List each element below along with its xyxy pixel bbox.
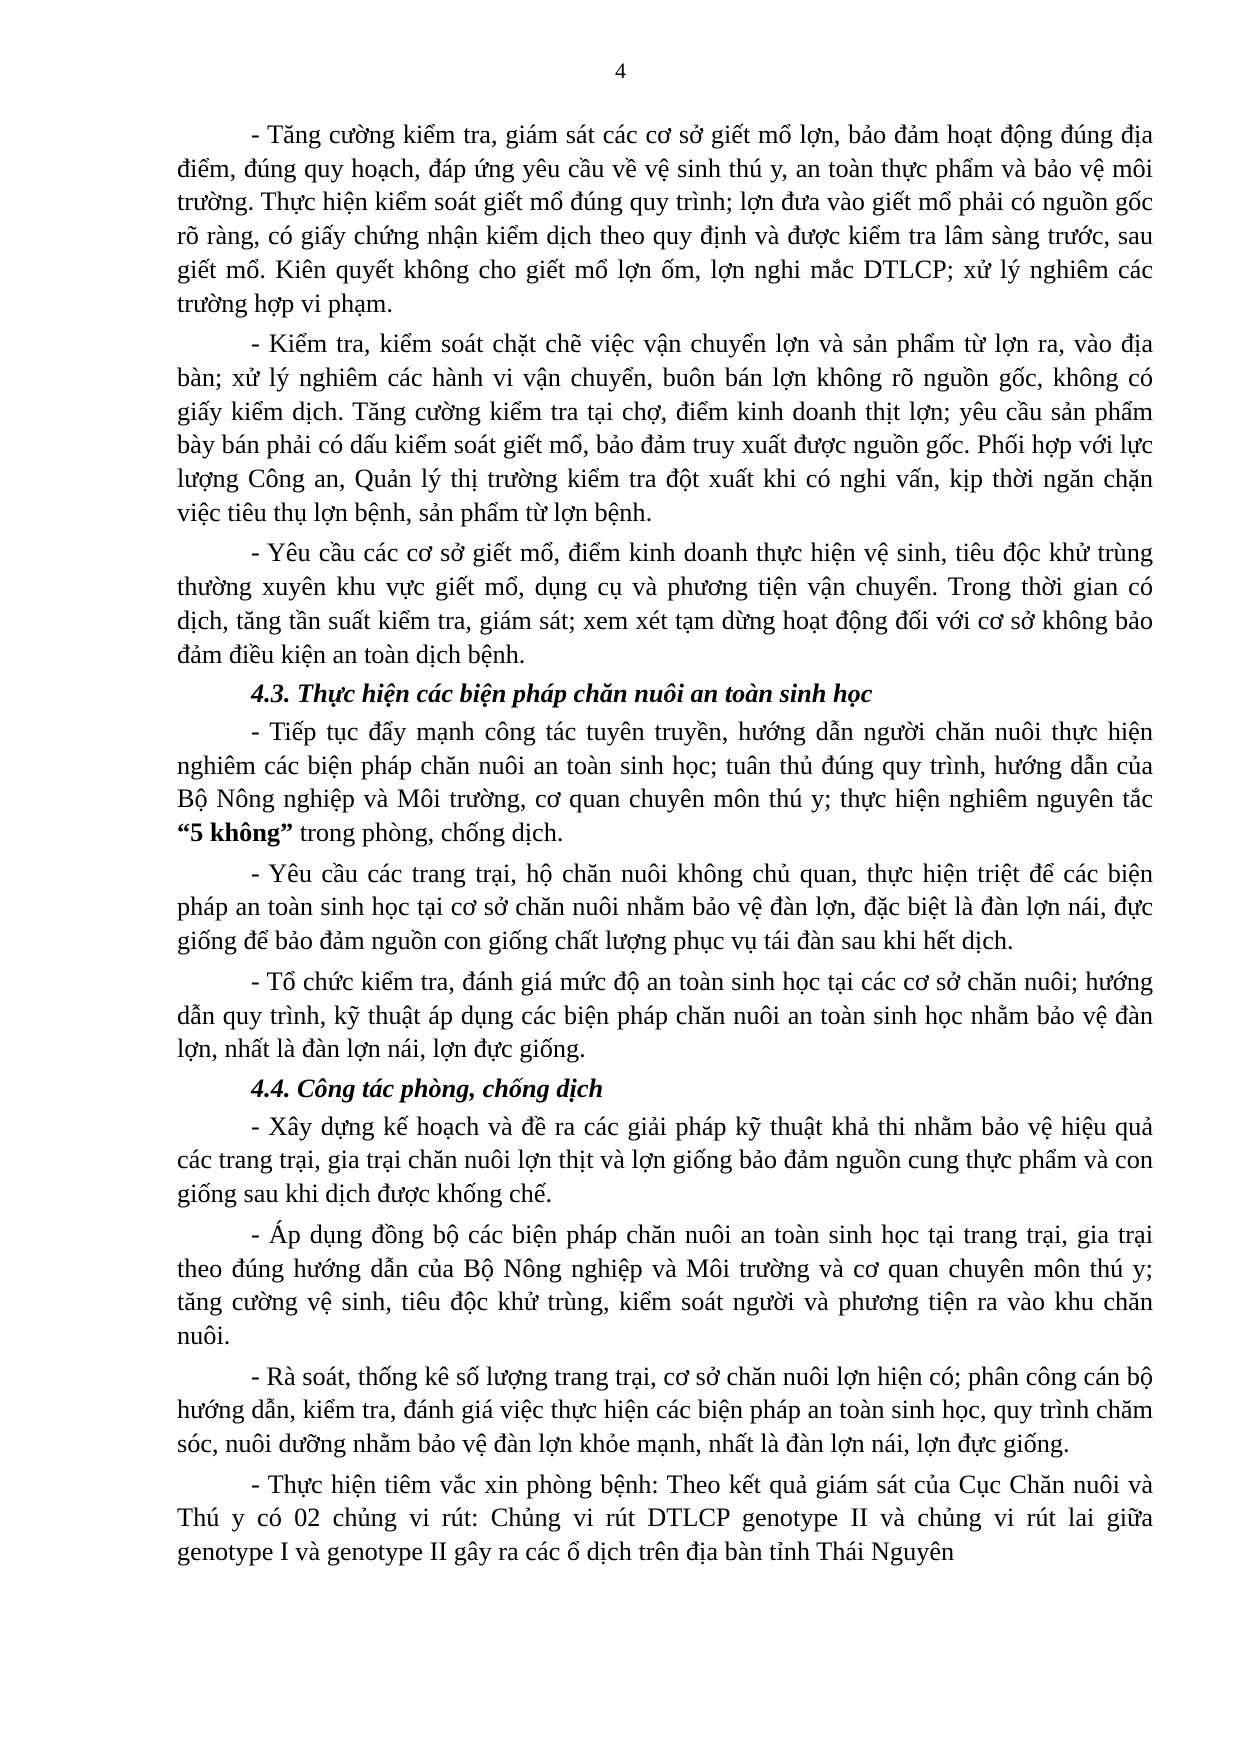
paragraph-text: trong phòng, chống dịch. — [293, 818, 564, 848]
paragraph-biosecurity-assessment: - Tổ chức kiểm tra, đánh giá mức độ an toàn sinh học tại các cơ sở chăn nuôi; hướng dẫn quy trình, kỹ thuật áp dụng các biện pháp chăn nuôi an toàn sinh học nhằm bảo vệ đàn lợn, nhất là đàn lợn nái, lợn đực giống. — [177, 966, 1153, 1064]
paragraph-technical-plan: - Xây dựng kế hoạch và đề ra các giải pháp kỹ thuật khả thi nhằm bảo vệ hiệu quả các trang trại, gia trại chăn nuôi lợn thịt và lợn giống bảo đảm nguồn cung thực phẩm và con giống sau khi dịch được khống chế. — [177, 1111, 1153, 1209]
page-number: 4 — [615, 58, 626, 83]
section-heading-4-3: 4.3. Thực hiện các biện pháp chăn nuôi an toàn sinh học — [251, 679, 873, 709]
paragraph-farm-requirements: - Yêu cầu các trang trại, hộ chăn nuôi không chủ quan, thực hiện triệt để các biện pháp an toàn sinh học tại cơ sở chăn nuôi nhằm bảo vệ đàn lợn, đặc biệt là đàn lợn nái, đực giống để bảo đảm nguồn con giống chất lượng phục vụ tái đàn sau khi hết dịch. — [177, 858, 1153, 956]
paragraph-sanitation: - Yêu cầu các cơ sở giết mổ, điểm kinh doanh thực hiện vệ sinh, tiêu độc khử trùng thường xuyên khu vực giết mổ, dụng cụ và phương tiện vận chuyển. Trong thời gian có dịch, tăng tần suất kiểm tra, giám sát; xem xét tạm dừng hoạt động đối với cơ sở không bảo đảm điều kiện an toàn dịch bệnh. — [177, 538, 1153, 669]
paragraph-apply-biosecurity: - Áp dụng đồng bộ các biện pháp chăn nuôi an toàn sinh học tại trang trại, gia trại theo đúng hướng dẫn của Bộ Nông nghiệp và Môi trường và cơ quan chuyên môn thú y; tăng cường vệ sinh, tiêu độc khử trùng, kiểm soát người và phương tiện ra vào khu chăn nuôi. — [177, 1219, 1153, 1350]
document-body — [177, 118, 1153, 1576]
paragraph-slaughter-inspection: - Tăng cường kiểm tra, giám sát các cơ sở giết mổ lợn, bảo đảm hoạt động đúng địa điểm, đúng quy hoạch, đáp ứng yêu cầu về vệ sinh thú y, an toàn thực phẩm và bảo vệ môi trường. Thực hiện kiểm soát giết mổ đúng quy trình; lợn đưa vào giết mổ phải có nguồn gốc rõ ràng, có giấy chứng nhận kiểm dịch theo quy định và được kiểm tra lâm sàng trước, sau giết mổ. Kiên quyết không cho giết mổ lợn ốm, lợn nghi mắc DTLCP; xử lý nghiêm các trường hợp vi phạm. — [177, 120, 1153, 318]
paragraph-biosecurity-propaganda — [177, 715, 1153, 850]
paragraph-transport-control: - Kiểm tra, kiểm soát chặt chẽ việc vận chuyển lợn và sản phẩm từ lợn ra, vào địa bàn; xử lý nghiêm các hành vi vận chuyển, buôn bán lợn không rõ nguồn gốc, không có giấy kiểm dịch. Tăng cường kiểm tra tại chợ, điểm kinh doanh thịt lợn; yêu cầu sản phẩm bày bán phải có dấu kiểm soát giết mổ, bảo đảm truy xuất được nguồn gốc. Phối hợp với lực lượng Công an, Quản lý thị trường kiểm tra đột xuất khi có nghi vấn, kịp thời ngăn chặn việc tiêu thụ lợn bệnh, sản phẩm từ lợn bệnh. — [177, 329, 1153, 527]
section-heading-4-4: 4.4. Công tác phòng, chống dịch — [251, 1073, 604, 1103]
paragraph-vaccination: - Thực hiện tiêm vắc xin phòng bệnh: Theo kết quả giám sát của Cục Chăn nuôi và Thú y có 02 chủng vi rút: Chủng vi rút DTLCP genotype II và chủng vi rút lai giữa genotype I và genotype II gây ra các ổ dịch trên địa bàn tỉnh Thái Nguyên — [177, 1469, 1153, 1567]
five-no-principle: “5 không” — [177, 818, 294, 848]
paragraph-farm-survey: - Rà soát, thống kê số lượng trang trại, cơ sở chăn nuôi lợn hiện có; phân công cán bộ hướng dẫn, kiểm tra, đánh giá việc thực hiện các biện pháp an toàn sinh học, quy trình chăm sóc, nuôi dưỡng nhằm bảo vệ đàn lợn khỏe mạnh, nhất là đàn lợn nái, lợn đực giống. — [177, 1361, 1153, 1459]
paragraph-text: - Tiếp tục đẩy mạnh công tác tuyên truyền, hướng dẫn người chăn nuôi thực hiện nghiêm các biện pháp chăn nuôi an toàn sinh học; tuân thủ đúng quy trình, hướng dẫn của Bộ Nông nghiệp và Môi trường, cơ quan chuyên môn thú y; thực hiện nghiêm nguyên tắc — [177, 716, 1153, 814]
